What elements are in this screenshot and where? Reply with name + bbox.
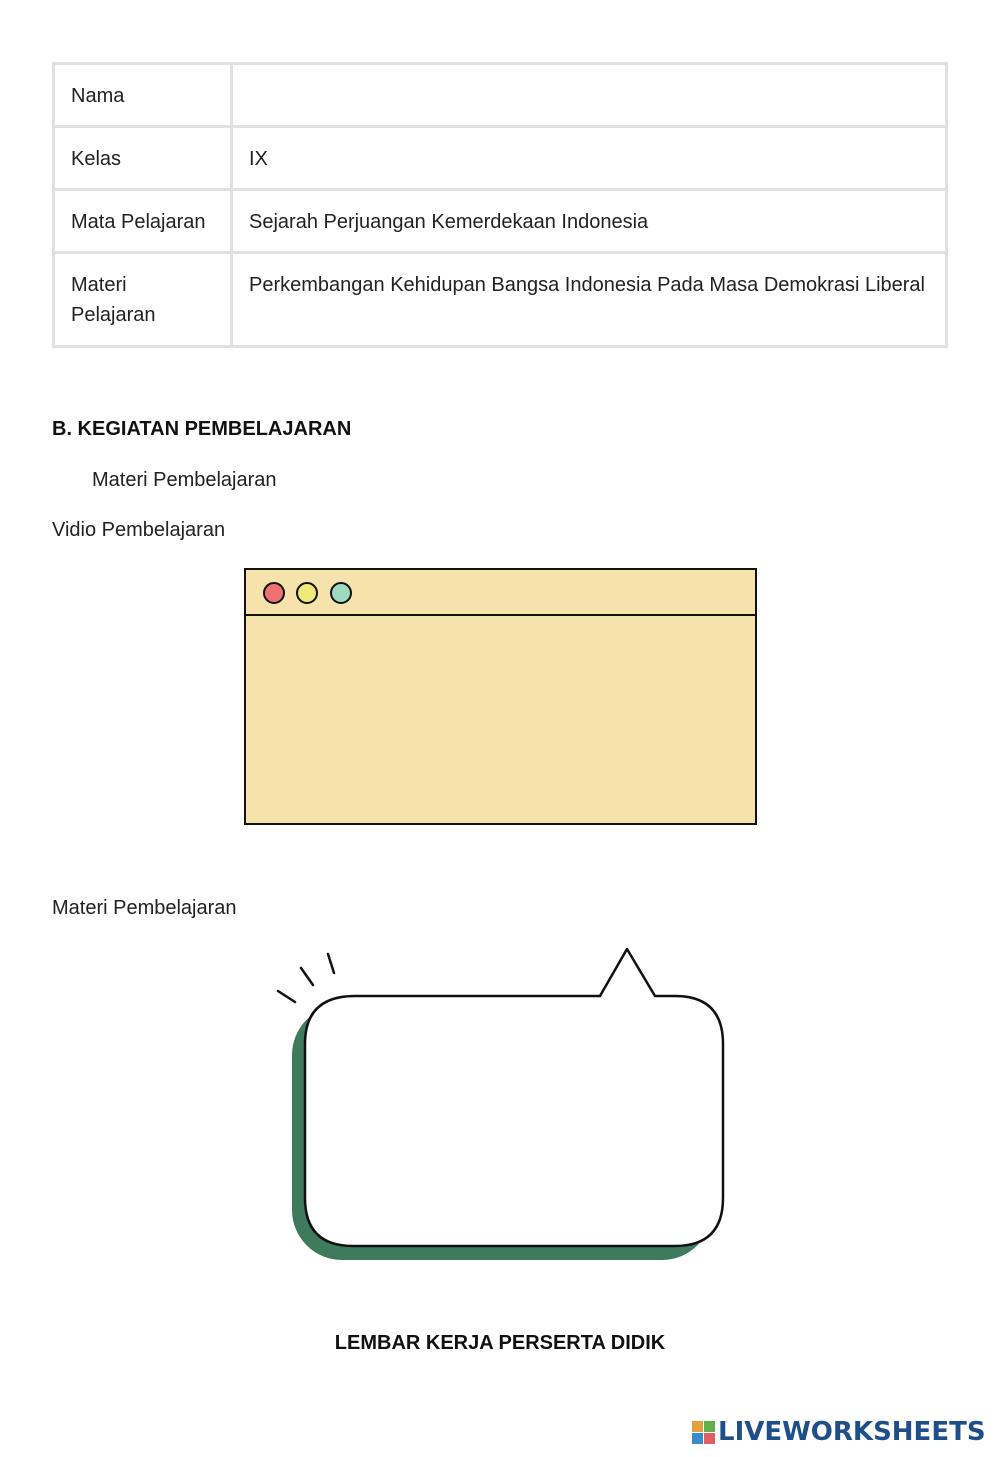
row-value: Sejarah Perjuangan Kemerdekaan Indonesia (232, 190, 947, 253)
brand-logo (692, 1414, 986, 1450)
row-label: Nama (54, 64, 232, 127)
row-label: Materi Pelajaran (54, 253, 232, 347)
name-field[interactable] (232, 64, 947, 127)
worksheet-title: LEMBAR KERJA PERSERTA DIDIK (334, 1332, 666, 1354)
brand-name: LIVEWORKSHEETS (718, 1417, 986, 1447)
liveworksheets-logo-icon (692, 1421, 715, 1444)
green-dot-icon (330, 582, 352, 604)
video-label: Vidio Pembelajaran (52, 519, 226, 541)
sparkle-lines-icon (278, 954, 334, 1002)
row-label: Mata Pelajaran (54, 190, 232, 253)
browser-title-bar (246, 570, 755, 616)
row-label: Kelas (54, 127, 232, 190)
table-row (54, 64, 947, 127)
yellow-dot-icon (296, 582, 318, 604)
red-dot-icon (263, 582, 285, 604)
materi-label-indented: Materi Pembelajaran (92, 469, 277, 491)
table-row (54, 190, 947, 253)
table-row (54, 253, 947, 347)
speech-bubble[interactable] (270, 940, 740, 1270)
table-row (54, 127, 947, 190)
section-heading: B. KEGIATAN PEMBELAJARAN (52, 418, 352, 440)
row-value: IX (232, 127, 947, 190)
video-frame[interactable] (244, 568, 757, 825)
student-info-table (52, 62, 948, 348)
row-value: Perkembangan Kehidupan Bangsa Indonesia Pada Masa Demokrasi Liberal (232, 253, 947, 347)
materi-label: Materi Pembelajaran (52, 897, 237, 919)
speech-bubble-body (305, 949, 723, 1246)
